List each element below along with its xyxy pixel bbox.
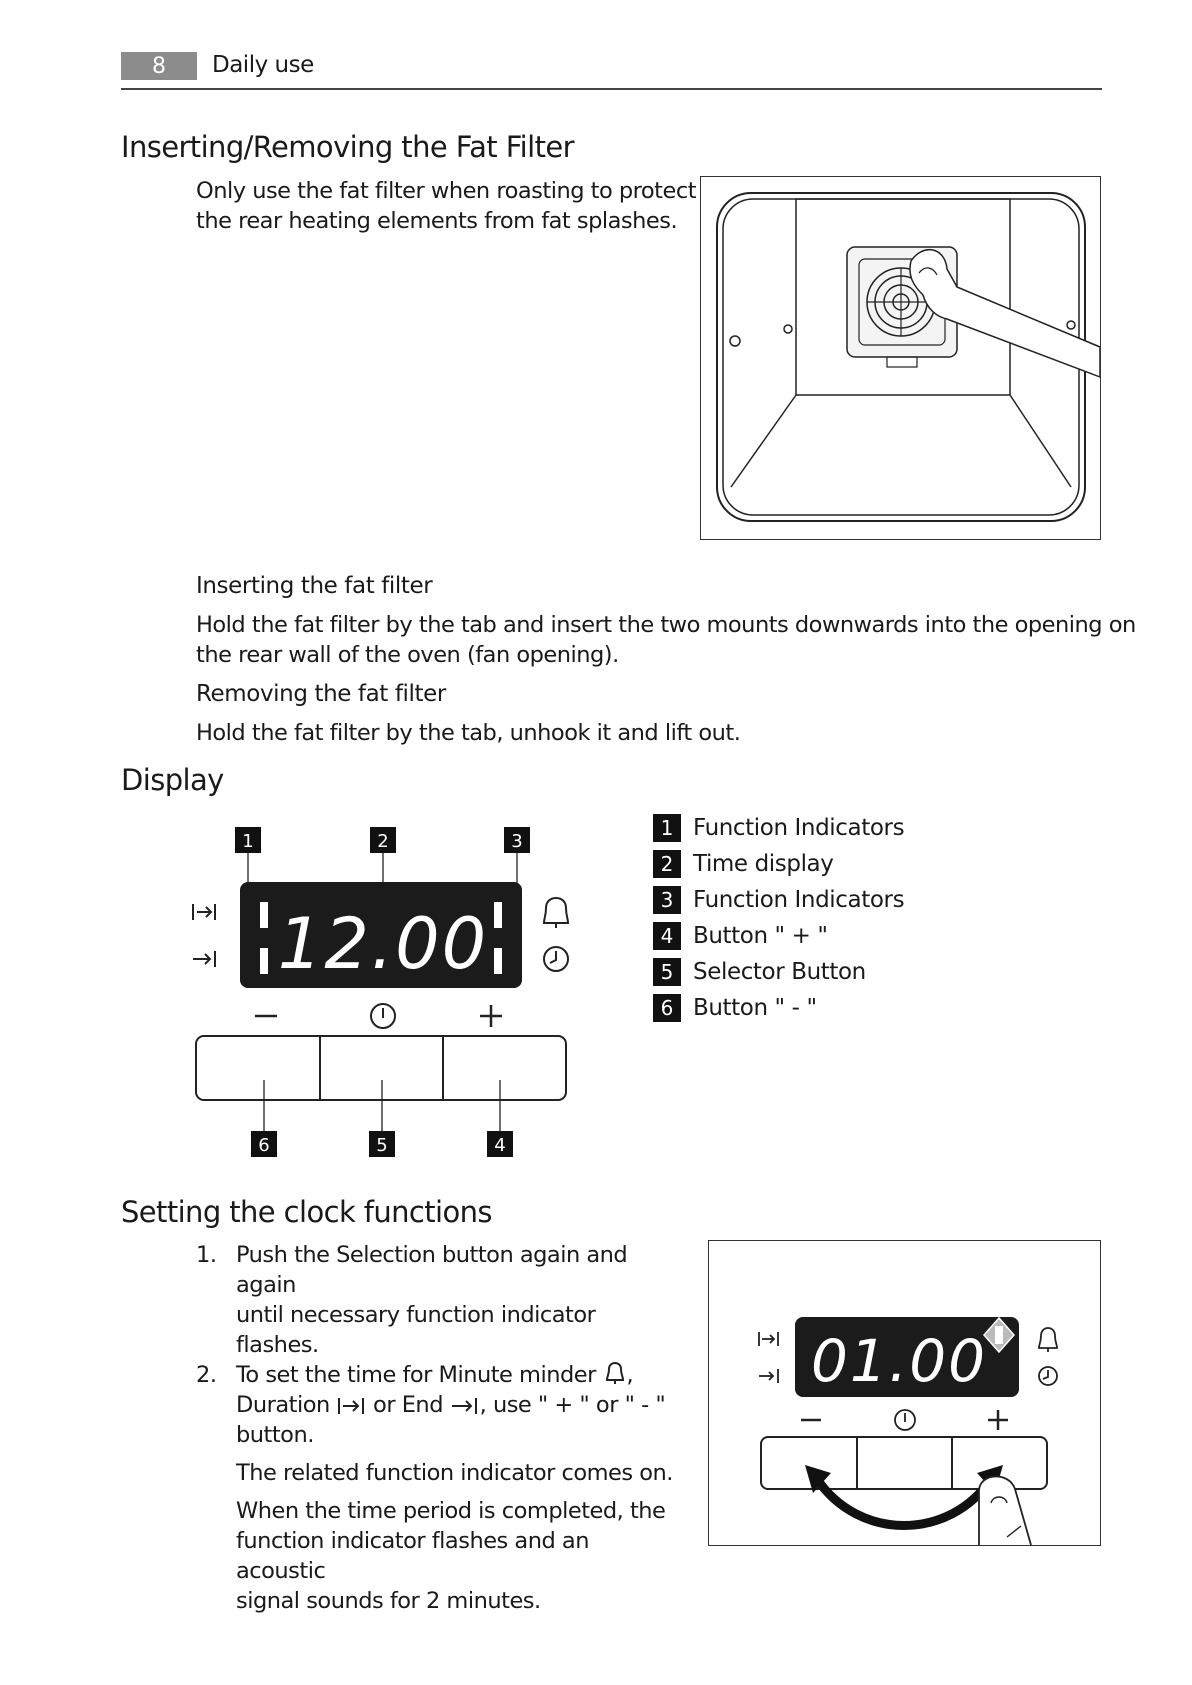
step-text: Duration (236, 1392, 330, 1418)
clock-icon (544, 947, 568, 971)
step-text: or End (373, 1392, 443, 1418)
inserting-line: Hold the fat filter by the tab and insert the two mounts downwards into the opening on (196, 612, 1136, 638)
display-time: 12.00 (277, 903, 489, 985)
note-time-completed (196, 1496, 676, 1616)
plus-icon (480, 1005, 502, 1027)
callout-3: 3 (511, 831, 523, 852)
plus-icon (988, 1410, 1008, 1430)
clock-icon (1039, 1367, 1057, 1385)
legend-item (653, 954, 904, 990)
step-text: , use " + " or " - " (479, 1392, 666, 1418)
clock-instructions (196, 1240, 676, 1616)
display-panel-drawing (180, 820, 600, 1160)
inserting-text (196, 610, 1136, 670)
bell-icon (603, 1361, 627, 1385)
note-indicator-on: The related function indicator comes on. (236, 1460, 673, 1486)
legend-number: 2 (653, 850, 681, 878)
legend-label: Button " + " (693, 923, 828, 949)
legend-item (653, 990, 904, 1026)
fat-filter-title: Inserting/Removing the Fat Filter (121, 130, 574, 164)
callout-5: 5 (376, 1135, 388, 1156)
bell-icon (544, 898, 568, 928)
step-1 (196, 1240, 676, 1360)
selector-icon (895, 1410, 915, 1430)
removing-heading: Removing the fat filter (196, 681, 446, 707)
clock-panel-drawing (709, 1241, 1100, 1545)
step-number: 2. (196, 1362, 217, 1388)
step-line: until necessary function indicator flashes. (236, 1302, 596, 1358)
step-line (236, 1360, 676, 1390)
callout-4: 4 (494, 1135, 506, 1156)
button-row (196, 1036, 566, 1100)
inserting-heading: Inserting the fat filter (196, 573, 433, 599)
header-rule (121, 88, 1102, 90)
note-line: signal sounds for 2 minutes. (236, 1588, 541, 1614)
display-legend (653, 810, 904, 1026)
legend-item (653, 882, 904, 918)
step-line (236, 1390, 676, 1420)
step-2 (196, 1360, 676, 1450)
legend-label: Selector Button (693, 959, 866, 985)
note-line: function indicator flashes and an acoustic (236, 1528, 589, 1584)
step-number: 1. (196, 1242, 217, 1268)
callout-1: 1 (242, 831, 254, 852)
running-header: Daily use (212, 52, 314, 78)
duration-icon (759, 1332, 778, 1346)
legend-item (653, 846, 904, 882)
intro-line: Only use the fat filter when roasting to protect (196, 178, 697, 204)
inserting-line: the rear wall of the oven (fan opening). (196, 642, 619, 668)
note-line: When the time period is completed, the (236, 1498, 666, 1524)
duration-icon (336, 1394, 366, 1416)
legend-item (653, 918, 904, 954)
removing-text: Hold the fat filter by the tab, unhook it and lift out. (196, 720, 741, 746)
clock-display-time: 01.00 (810, 1327, 988, 1395)
legend-number: 4 (653, 922, 681, 950)
legend-label: Time display (693, 851, 834, 877)
clock-functions-title: Setting the clock functions (121, 1195, 492, 1229)
legend-item (653, 810, 904, 846)
step-text: , (626, 1362, 634, 1388)
intro-line: the rear heating elements from fat splashes. (196, 208, 678, 234)
steps-list (196, 1240, 676, 1450)
step-text: To set the time for Minute minder (236, 1362, 596, 1388)
end-time-icon (193, 951, 215, 967)
legend-label: Function Indicators (693, 887, 905, 913)
clock-setting-illustration (708, 1240, 1101, 1546)
end-time-icon (759, 1369, 778, 1383)
legend-number: 1 (653, 814, 681, 842)
display-diagram (180, 820, 600, 1160)
callout-2: 2 (377, 831, 389, 852)
oven-fat-filter-illustration (700, 176, 1101, 540)
step-line: Push the Selection button again and again (236, 1242, 628, 1298)
step-line: button. (236, 1422, 314, 1448)
legend-number: 3 (653, 886, 681, 914)
legend-label: Function Indicators (693, 815, 905, 841)
callout-6: 6 (258, 1135, 270, 1156)
bell-icon (1039, 1328, 1057, 1352)
duration-icon (193, 904, 215, 920)
page-number: 8 (121, 52, 197, 80)
legend-label: Button " - " (693, 995, 817, 1021)
oven-drawing (701, 177, 1100, 539)
fat-filter-intro (196, 176, 696, 236)
end-time-icon (450, 1394, 480, 1416)
display-title: Display (121, 763, 224, 797)
legend-number: 5 (653, 958, 681, 986)
selector-icon (371, 1004, 395, 1028)
legend-number: 6 (653, 994, 681, 1022)
